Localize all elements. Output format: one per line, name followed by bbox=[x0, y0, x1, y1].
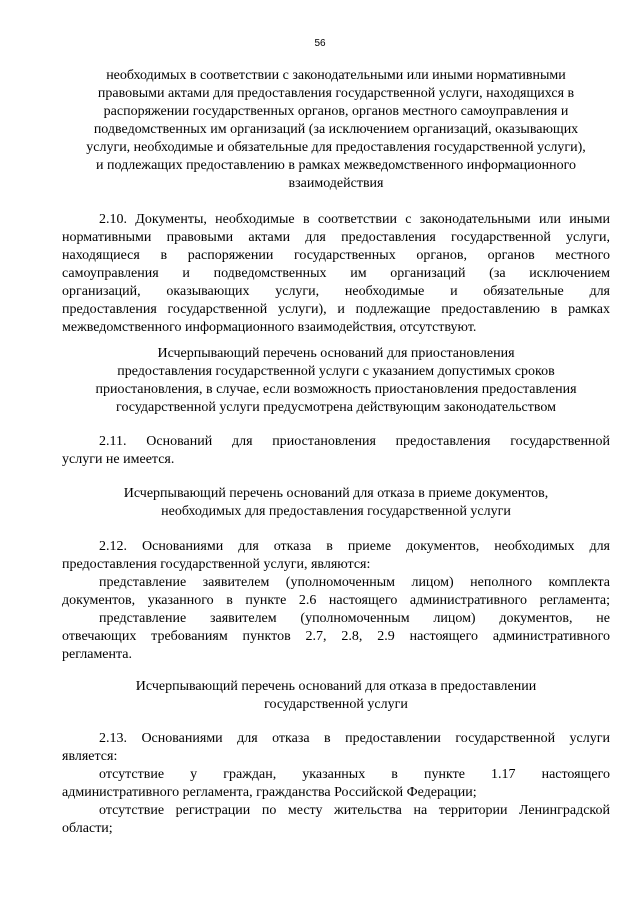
heading-line: распоряжении государственных органов, органов местного самоуправления и bbox=[103, 104, 569, 119]
paragraph-line: самоуправления и подведомственных им организаций (за исключением bbox=[62, 266, 610, 281]
paragraph-line: документов, указанного в пункте 2.6 настоящего административного регламента; bbox=[62, 593, 610, 608]
section-heading-line: государственной услуги предусмотрена действующим законодательством bbox=[116, 400, 556, 415]
heading-line: и подлежащих предоставлению в рамках межведомственного информационного bbox=[96, 158, 576, 173]
section-heading-line: приостановления, в случае, если возможность приостановления предоставления bbox=[95, 382, 577, 397]
paragraph-line: находящиеся в распоряжении государственных органов, органов местного bbox=[62, 248, 610, 263]
section-heading-line: Исчерпывающий перечень оснований для отказа в предоставлении bbox=[135, 679, 537, 694]
section-heading-line: необходимых для предоставления государственной услуги bbox=[161, 504, 511, 519]
paragraph-line: отсутствие у граждан, указанных в пункте 1.17 настоящего bbox=[99, 767, 610, 782]
paragraph-line: области; bbox=[62, 821, 113, 836]
page-number: 56 bbox=[314, 38, 326, 49]
paragraph-line: услуги не имеется. bbox=[62, 452, 175, 467]
paragraph-line: 2.13. Основаниями для отказа в предоставлении государственной услуги bbox=[99, 731, 610, 746]
paragraph-line: организаций, оказывающих услуги, необходимые и обязательные для bbox=[62, 284, 610, 299]
heading-line: взаимодействия bbox=[288, 176, 384, 191]
paragraph-line: представление заявителем (уполномоченным лицом) неполного комплекта bbox=[99, 575, 610, 590]
paragraph-line: нормативными правовыми актами для предоставления государственной услуги, bbox=[62, 230, 610, 245]
section-heading-line: государственной услуги bbox=[264, 697, 408, 712]
paragraph-line: является: bbox=[62, 749, 118, 764]
paragraph-line: регламента. bbox=[62, 647, 133, 662]
paragraph-line: предоставления государственной услуги), и подлежащие предоставлению в рамках bbox=[62, 302, 610, 317]
section-heading-line: предоставления государственной услуги с указанием допустимых сроков bbox=[117, 364, 555, 379]
paragraph-line: межведомственного информационного взаимодействия, отсутствуют. bbox=[62, 320, 477, 335]
paragraph-line: 2.10. Документы, необходимые в соответствии с законодательными или иными bbox=[99, 212, 610, 227]
heading-line: услуги, необходимые и обязательные для предоставления государственной услуги), bbox=[86, 140, 586, 155]
paragraph-line: отсутствие регистрации по месту жительства на территории Ленинградской bbox=[99, 803, 610, 818]
paragraph-line: административного регламента, гражданства Российской Федерации; bbox=[62, 785, 477, 800]
paragraph-line: предоставления государственной услуги, являются: bbox=[62, 557, 371, 572]
section-heading-line: Исчерпывающий перечень оснований для приостановления bbox=[157, 346, 515, 361]
paragraph-line: 2.12. Основаниями для отказа в приеме документов, необходимых для bbox=[99, 539, 610, 554]
paragraph-line: 2.11. Оснований для приостановления предоставления государственной bbox=[99, 434, 610, 449]
section-heading-line: Исчерпывающий перечень оснований для отказа в приеме документов, bbox=[123, 486, 549, 501]
paragraph-line: представление заявителем (уполномоченным лицом) документов, не bbox=[99, 611, 610, 626]
heading-line: необходимых в соответствии с законодательными или иными нормативными bbox=[106, 68, 566, 83]
paragraph-line: отвечающих требованиям пунктов 2.7, 2.8, 2.9 настоящего административного bbox=[62, 629, 610, 644]
heading-line: подведомственных им организаций (за исключением организаций, оказывающих bbox=[93, 122, 579, 137]
heading-line: правовыми актами для предоставления государственной услуги, находящихся в bbox=[97, 86, 575, 101]
